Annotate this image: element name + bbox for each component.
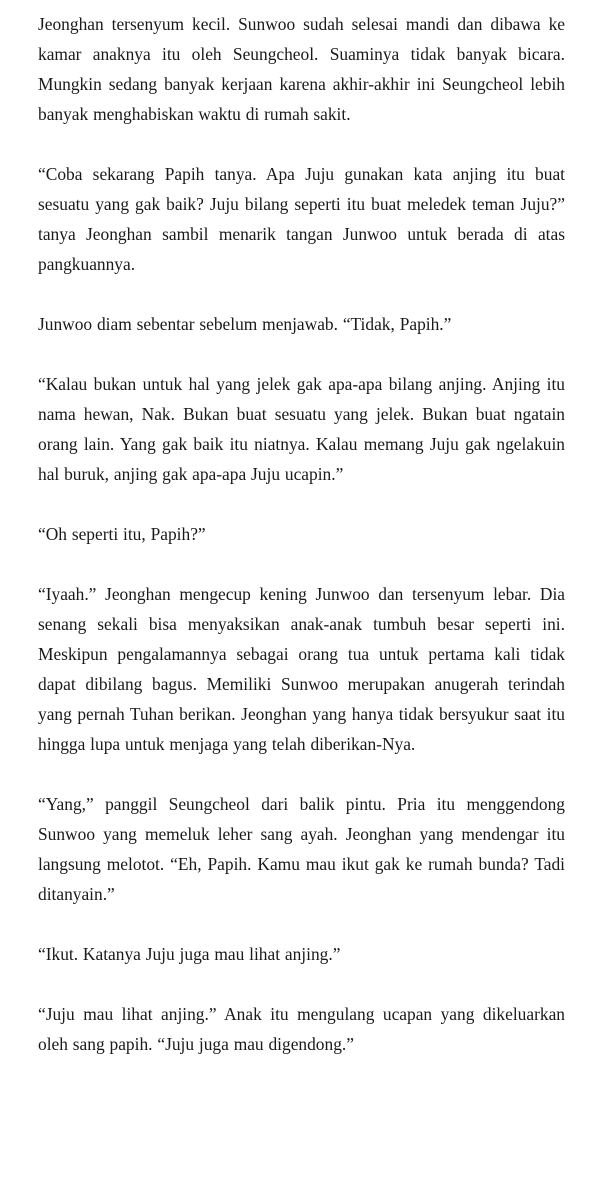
paragraph-3: Junwoo diam sebentar sebelum menjawab. “Tidak, Papih.” <box>38 314 452 334</box>
paragraph-4: “Kalau bukan untuk hal yang jelek gak apa-apa bilang anjing. Anjing itu nama hewan, Nak. Bukan buat sesuatu yang jelek. Bukan buat ngatain orang lain. Yang gak baik itu niatnya. Kalau memang Juju gak ngelakuin hal buruk, anjing gak apa-apa Juju ucapin.” <box>38 374 565 484</box>
paragraph-6: “Iyaah.” Jeonghan mengecup kening Junwoo dan tersenyum lebar. Dia senang sekali bisa menyaksikan anak-anak tumbuh besar seperti ini. Meskipun pengalamannya sebagai orang tua untuk pertama kali tidak dapat dibilang bagus. Memiliki Sunwoo merupakan anugerah terindah yang pernah Tuhan berikan. Jeonghan yang hanya tidak bersyukur saat itu hingga lupa untuk menjaga yang telah diberikan-Nya. <box>38 584 565 754</box>
paragraph-2: “Coba sekarang Papih tanya. Apa Juju gunakan kata anjing itu buat sesuatu yang gak baik? Juju bilang seperti itu buat meledek teman Juju?” tanya Jeonghan sambil menarik tangan Junwoo untuk berada di atas pangkuannya. <box>38 164 565 274</box>
paragraph-1: Jeonghan tersenyum kecil. Sunwoo sudah selesai mandi dan dibawa ke kamar anaknya itu oleh Seungcheol. Suaminya tidak banyak bicara. Mungkin sedang banyak kerjaan karena akhir-akhir ini Seungcheol lebih banyak menghabiskan waktu di rumah sakit. <box>38 14 565 124</box>
paragraph-5: “Oh seperti itu, Papih?” <box>38 524 206 544</box>
paragraph-7: “Yang,” panggil Seungcheol dari balik pintu. Pria itu menggendong Sunwoo yang memeluk leher sang ayah. Jeonghan yang mendengar itu langsung melotot. “Eh, Papih. Kamu mau ikut gak ke rumah bunda? Tadi ditanyain.” <box>38 794 565 904</box>
paragraph-8: “Ikut. Katanya Juju juga mau lihat anjing.” <box>38 944 341 964</box>
paragraph-9: “Juju mau lihat anjing.” Anak itu mengulang ucapan yang dikeluarkan oleh sang papih. “Juju juga mau digendong.” <box>38 1004 565 1054</box>
